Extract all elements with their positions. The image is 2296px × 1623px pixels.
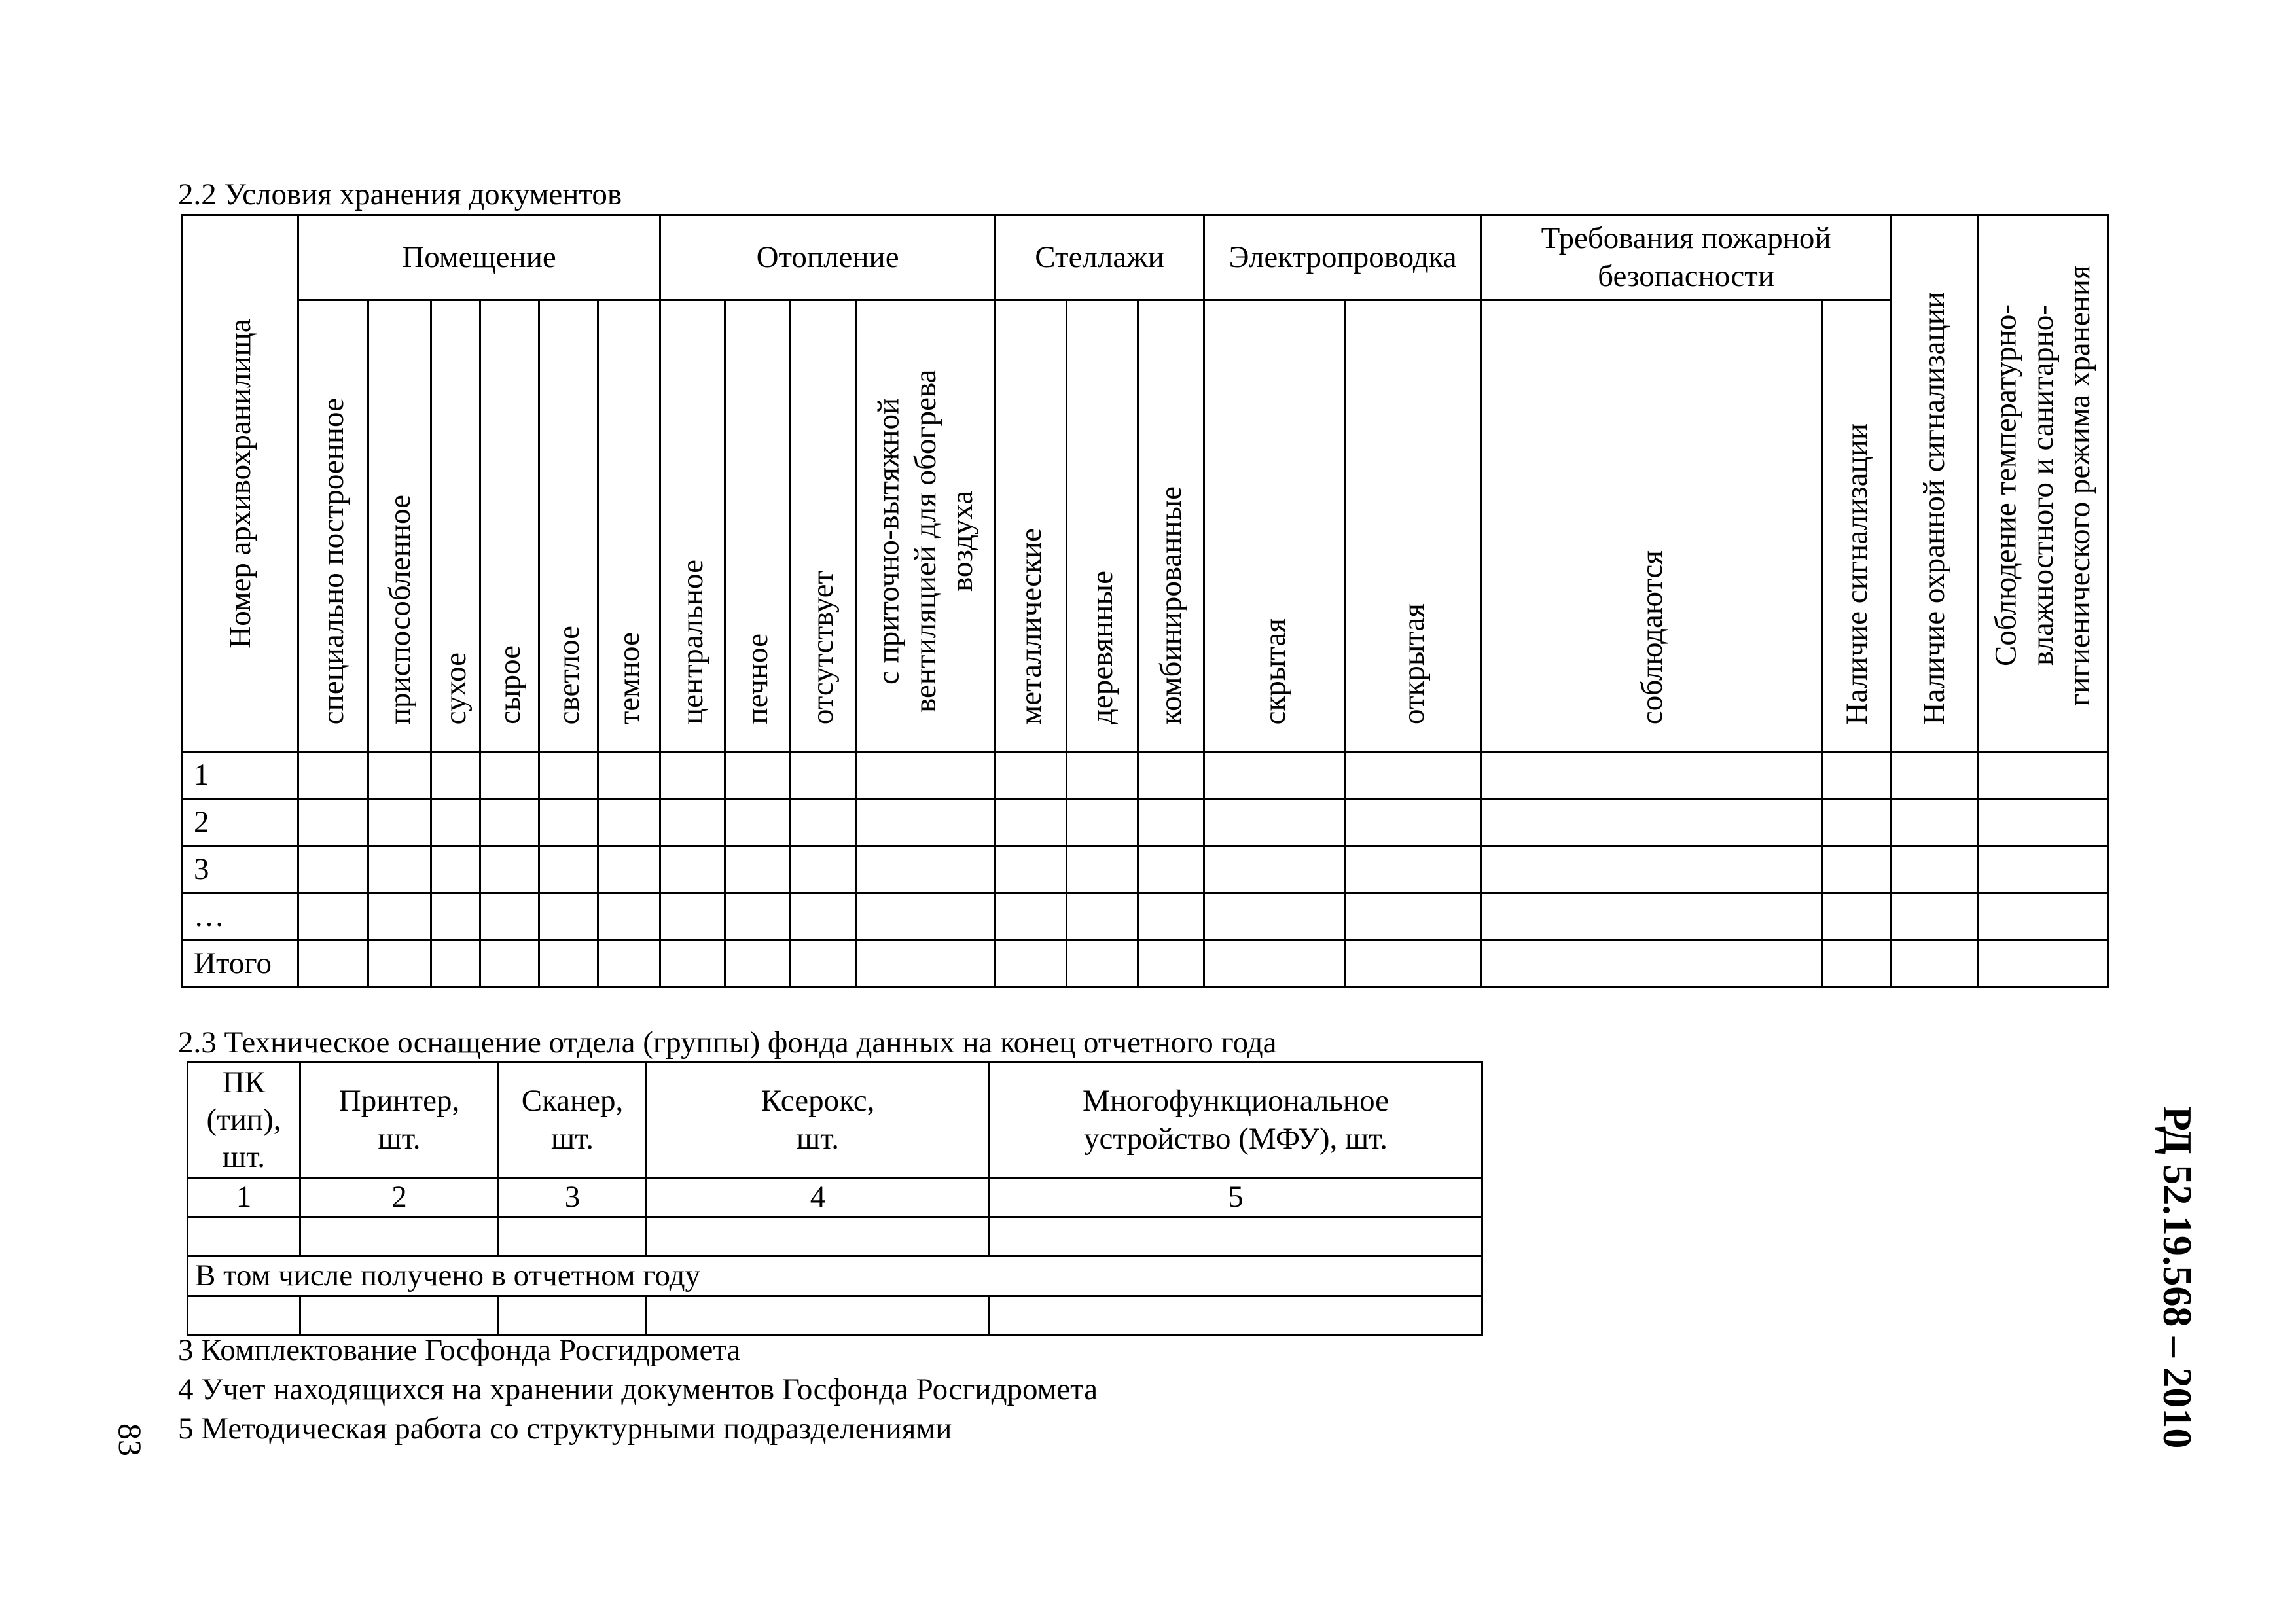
received-row: В том числе получено в отчетном году <box>188 1257 1482 1296</box>
col-fire-alarm: Наличие сигнализации <box>1823 300 1891 752</box>
col-room-dry: сухое <box>431 300 480 752</box>
col-heating-ventilation: с приточно-вытяжной вентиляцией для обогрева воздуха <box>856 300 996 752</box>
col-shelves-combined: комбинированные <box>1138 300 1204 752</box>
section-2-2-title: 2.2 Условия хранения документов <box>178 177 622 211</box>
climate-regime-header: Соблюдение температурно-влажностного и санитарно-гигиенического режима хранения <box>1978 215 2108 752</box>
item-5: 5 Методическая работа со структурными подразделениями <box>178 1412 952 1446</box>
table-row: 3 <box>183 846 2108 893</box>
column-numbers-row: 1 2 3 4 5 <box>188 1178 1482 1217</box>
table-row: 2 <box>183 799 2108 846</box>
security-alarm-header: Наличие охранной сигнализации <box>1891 215 1978 752</box>
wiring-group-header: Электропроводка <box>1204 215 1482 300</box>
section-2-3-title: 2.3 Техническое оснащение отдела (группы) фонда данных на конец отчетного года <box>178 1026 1277 1060</box>
header-scanner: Сканер, шт. <box>499 1063 647 1178</box>
header-pc: ПК (тип), шт. <box>188 1063 300 1178</box>
table-row <box>188 1296 1482 1335</box>
col-room-light: светлое <box>539 300 598 752</box>
item-3: 3 Комплектование Госфонда Росгидромета <box>178 1333 741 1367</box>
fire-safety-group-header: Требования пожарной безопасности <box>1482 215 1891 300</box>
col-heating-absent: отсутствует <box>790 300 856 752</box>
technical-equipment-table <box>187 1061 1483 1336</box>
col-room-damp: сырое <box>480 300 539 752</box>
table-row-total: Итого <box>183 940 2108 988</box>
col-wiring-open: открытая <box>1346 300 1482 752</box>
col-shelves-metal: металлические <box>996 300 1067 752</box>
header-printer: Принтер, шт. <box>300 1063 499 1178</box>
col-room-dark: темное <box>598 300 660 752</box>
col-room-adapted: приспособленное <box>368 300 431 752</box>
col-shelves-wood: деревянные <box>1067 300 1138 752</box>
col-fire-observed: соблюдаются <box>1482 300 1823 752</box>
document-code: РД 52.19.568 – 2010 <box>2155 1106 2199 1449</box>
header-copier: Ксерокс, шт. <box>647 1063 990 1178</box>
table-row: … <box>183 893 2108 940</box>
table-row: 1 <box>183 752 2108 799</box>
archive-number-header: Номер архивохранилища <box>183 215 298 752</box>
heating-group-header: Отопление <box>660 215 996 300</box>
col-heating-central: центральное <box>660 300 725 752</box>
room-group-header: Помещение <box>298 215 660 300</box>
col-wiring-hidden: скрытая <box>1204 300 1346 752</box>
shelves-group-header: Стеллажи <box>996 215 1204 300</box>
storage-conditions-table <box>181 214 2109 988</box>
header-mfu: Многофункциональное устройство (МФУ), шт. <box>990 1063 1482 1178</box>
col-room-purpose-built: специально построенное <box>298 300 368 752</box>
table-row <box>188 1217 1482 1257</box>
item-4: 4 Учет находящихся на хранении документов Госфонда Росгидромета <box>178 1372 1098 1406</box>
col-heating-stove: печное <box>725 300 790 752</box>
page-number: 83 <box>112 1423 149 1456</box>
